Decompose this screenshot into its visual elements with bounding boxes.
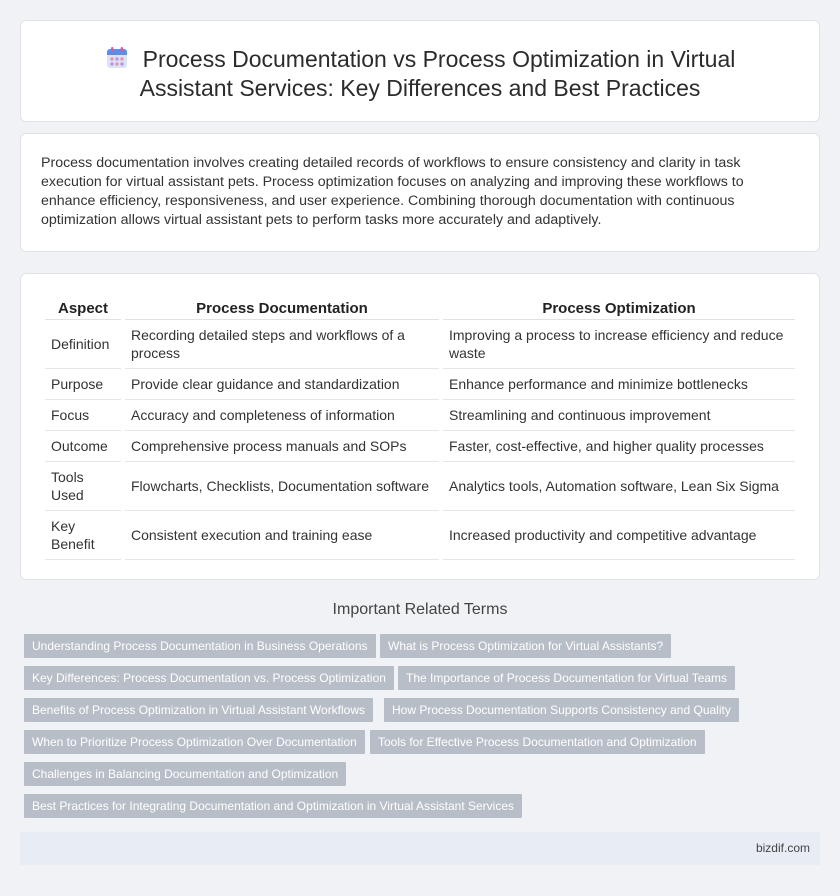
related-term-link[interactable]: How Process Documentation Supports Consistency and Quality <box>384 698 739 722</box>
related-term-link[interactable]: Tools for Effective Process Documentation and Optimization <box>370 730 705 754</box>
table-row <box>45 320 795 369</box>
related-term-link[interactable]: Best Practices for Integrating Documentation and Optimization in Virtual Assistant Services <box>24 794 522 818</box>
related-terms-heading: Important Related Terms <box>332 601 508 618</box>
aspect-cell: Focus <box>45 400 121 431</box>
related-term-link[interactable]: When to Prioritize Process Optimization Over Documentation <box>24 730 365 754</box>
table-header-row <box>45 294 795 320</box>
table-row <box>45 462 795 511</box>
footer-brand[interactable]: bizdif.com <box>755 841 810 855</box>
documentation-cell: Consistent execution and training ease <box>125 511 439 560</box>
table-row <box>45 431 795 462</box>
optimization-cell: Enhance performance and minimize bottlenecks <box>443 369 795 400</box>
header-process-documentation: Process Documentation <box>125 294 439 320</box>
table-row <box>45 369 795 400</box>
aspect-cell: Tools Used <box>45 462 121 511</box>
documentation-cell: Comprehensive process manuals and SOPs <box>125 431 439 462</box>
documentation-cell: Provide clear guidance and standardization <box>125 369 439 400</box>
optimization-cell: Improving a process to increase efficiency and reduce waste <box>443 320 795 369</box>
documentation-cell: Accuracy and completeness of information <box>125 400 439 431</box>
documentation-cell: Recording detailed steps and workflows of a process <box>125 320 439 369</box>
header-process-optimization: Process Optimization <box>443 294 795 320</box>
comparison-table-card <box>20 273 820 580</box>
page-title: Process Documentation vs Process Optimization in Virtual Assistant Services: Key Differences and Best Practices <box>139 46 736 101</box>
aspect-cell: Key Benefit <box>45 511 121 560</box>
title-card <box>20 20 820 122</box>
optimization-cell: Faster, cost-effective, and higher quality processes <box>443 431 795 462</box>
calendar-icon <box>105 46 129 70</box>
table-row <box>45 400 795 431</box>
optimization-cell: Increased productivity and competitive advantage <box>443 511 795 560</box>
aspect-cell: Purpose <box>45 369 121 400</box>
optimization-cell: Streamlining and continuous improvement <box>443 400 795 431</box>
page-title-block <box>21 45 819 103</box>
related-term-link[interactable]: Understanding Process Documentation in Business Operations <box>24 634 376 658</box>
comparison-table <box>41 294 799 560</box>
header-aspect: Aspect <box>45 294 121 320</box>
table-row <box>45 511 795 560</box>
documentation-cell: Flowcharts, Checklists, Documentation software <box>125 462 439 511</box>
related-term-link[interactable]: Key Differences: Process Documentation vs. Process Optimization <box>24 666 394 690</box>
related-term-link[interactable]: Benefits of Process Optimization in Virtual Assistant Workflows <box>24 698 373 722</box>
related-term-link[interactable]: What is Process Optimization for Virtual Assistants? <box>380 634 671 658</box>
intro-card <box>20 133 820 252</box>
optimization-cell: Analytics tools, Automation software, Lean Six Sigma <box>443 462 795 511</box>
aspect-cell: Outcome <box>45 431 121 462</box>
footer-bar <box>20 832 820 865</box>
intro-paragraph: Process documentation involves creating detailed records of workflows to ensure consistency and clarity in task execution for virtual assistant pets. Process optimization focuses on analyzing and improving these workflows to enhance efficiency, responsiveness, and user experience. Combining thorough documentation with continuous optimization allows virtual assistant pets to perform tasks more accurately and adaptively. <box>41 155 744 228</box>
related-term-link[interactable]: The Importance of Process Documentation for Virtual Teams <box>398 666 735 690</box>
related-term-link[interactable]: Challenges in Balancing Documentation and Optimization <box>24 762 346 786</box>
aspect-cell: Definition <box>45 320 121 369</box>
